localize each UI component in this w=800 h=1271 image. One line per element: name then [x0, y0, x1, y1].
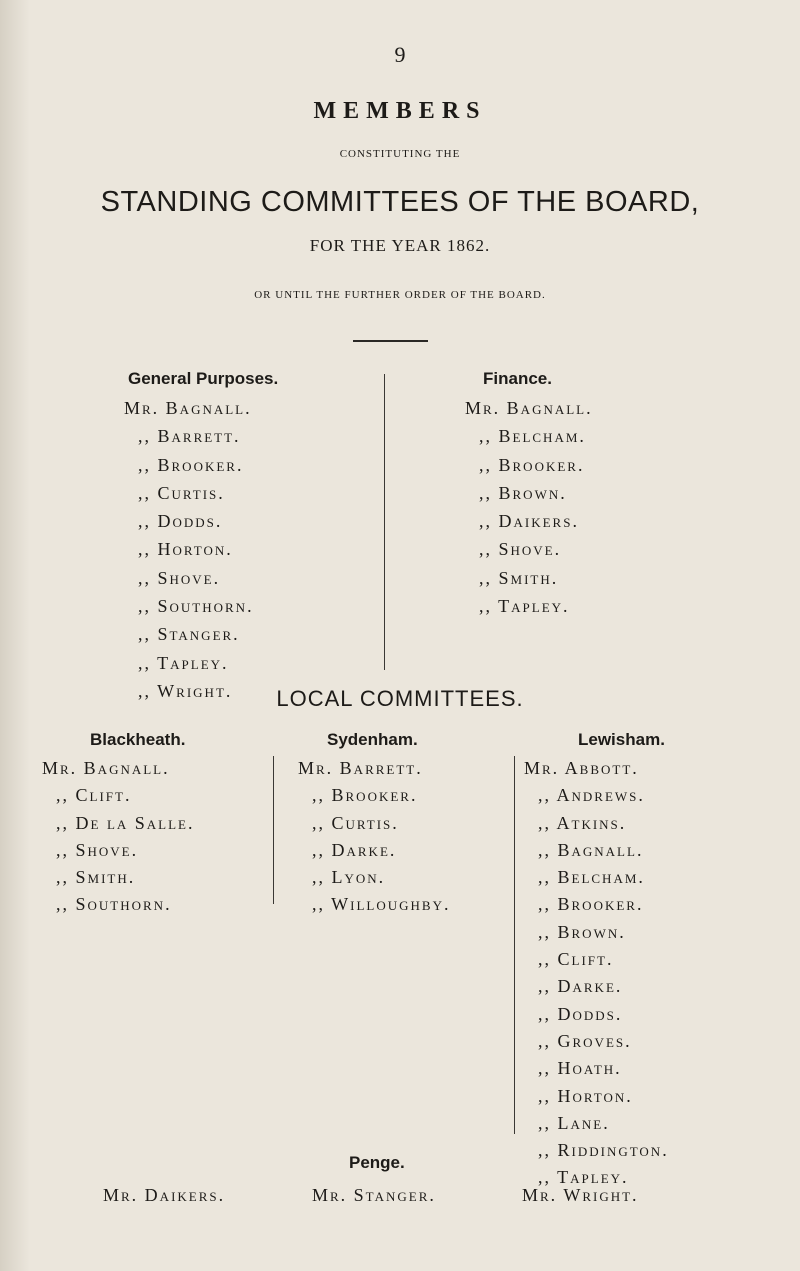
list-item: ,, Lyon. — [312, 867, 386, 888]
list-item: ,, Smith. — [479, 567, 559, 588]
list-item: ,, Darke. — [538, 976, 623, 997]
list-item: ,, Hoath. — [538, 1058, 622, 1079]
list-item: Mr. Bagnall. — [42, 758, 170, 778]
list-item: ,, Lane. — [538, 1112, 610, 1133]
blackheath-list — [42, 758, 195, 922]
sydenham-heading: Sydenham. — [327, 730, 418, 749]
list-item: ,, Horton. — [138, 539, 233, 560]
list-item: ,, Shove. — [138, 567, 221, 588]
list-item: ,, Curtis. — [138, 482, 225, 503]
list-item: ,, Darke. — [312, 839, 397, 860]
list-item: ,, Tapley. — [479, 596, 570, 617]
penge-member: Mr. Wright. — [522, 1185, 639, 1205]
list-item: ,, Bagnall. — [538, 839, 644, 860]
year-line: FOR THE YEAR 1862. — [309, 236, 491, 255]
list-item: Mr. Abbott. — [524, 758, 639, 778]
list-item: Mr. Barrett. — [298, 758, 423, 778]
column-divider — [514, 756, 515, 1134]
list-item: ,, Shove. — [479, 539, 562, 560]
list-item: ,, Groves. — [538, 1030, 632, 1051]
column-divider — [273, 756, 274, 904]
list-item: ,, Riddington. — [538, 1140, 669, 1161]
column-divider — [384, 374, 385, 670]
list-item: Mr. Bagnall. — [124, 398, 252, 418]
list-item: ,, Curtis. — [312, 812, 399, 833]
list-item: ,, Stanger. — [138, 624, 240, 645]
list-item: ,, Southorn. — [56, 894, 172, 915]
list-item: Mr. Bagnall. — [465, 398, 593, 418]
general-purposes-list — [124, 398, 254, 709]
list-item: ,, Brooker. — [312, 785, 418, 806]
divider-rule — [353, 340, 428, 342]
list-item: ,, Dodds. — [138, 511, 223, 532]
until-line: OR UNTIL THE FURTHER ORDER OF THE BOARD. — [254, 289, 546, 301]
penge-member: Mr. Daikers. — [103, 1185, 226, 1205]
list-item: ,, Tapley. — [138, 652, 229, 673]
list-item: ,, Clift. — [538, 949, 614, 970]
list-item: ,, Daikers. — [479, 511, 579, 532]
list-item: ,, De la Salle. — [56, 812, 195, 833]
penge-member: Mr. Stanger. — [312, 1185, 436, 1205]
list-item: ,, Brown. — [538, 921, 626, 942]
finance-list — [465, 398, 593, 624]
constituting-line: CONSTITUTING THE — [339, 148, 461, 160]
list-item: ,, Tapley. — [538, 1167, 629, 1188]
list-item: ,, Smith. — [56, 867, 136, 888]
local-committees-title: LOCAL COMMITTEES. — [276, 686, 524, 711]
list-item: ,, Brooker. — [138, 454, 244, 475]
list-item: ,, Wright. — [138, 680, 233, 701]
blackheath-heading: Blackheath. — [90, 730, 186, 749]
list-item: ,, Brooker. — [479, 454, 585, 475]
lewisham-heading: Lewisham. — [578, 730, 665, 749]
page-number: 9 — [394, 42, 406, 67]
list-item: ,, Atkins. — [538, 812, 627, 833]
list-item: ,, Dodds. — [538, 1003, 623, 1024]
list-item: ,, Clift. — [56, 785, 132, 806]
list-item: ,, Horton. — [538, 1085, 633, 1106]
members-heading: MEMBERS — [313, 98, 487, 124]
list-item: ,, Belcham. — [479, 426, 586, 447]
list-item: ,, Southorn. — [138, 596, 254, 617]
list-item: ,, Andrews. — [538, 785, 645, 806]
finance-heading: Finance. — [483, 369, 552, 388]
general-purposes-heading: General Purposes. — [128, 369, 279, 388]
sydenham-list — [298, 758, 451, 922]
list-item: ,, Barrett. — [138, 426, 241, 447]
list-item: ,, Belcham. — [538, 867, 645, 888]
penge-heading: Penge. — [349, 1153, 405, 1172]
list-item: ,, Willoughby. — [312, 894, 451, 915]
page-title: STANDING COMMITTEES OF THE BOARD, — [100, 186, 700, 218]
list-item: ,, Brown. — [479, 482, 567, 503]
list-item: ,, Shove. — [56, 839, 139, 860]
list-item: ,, Brooker. — [538, 894, 644, 915]
lewisham-list — [524, 758, 669, 1195]
